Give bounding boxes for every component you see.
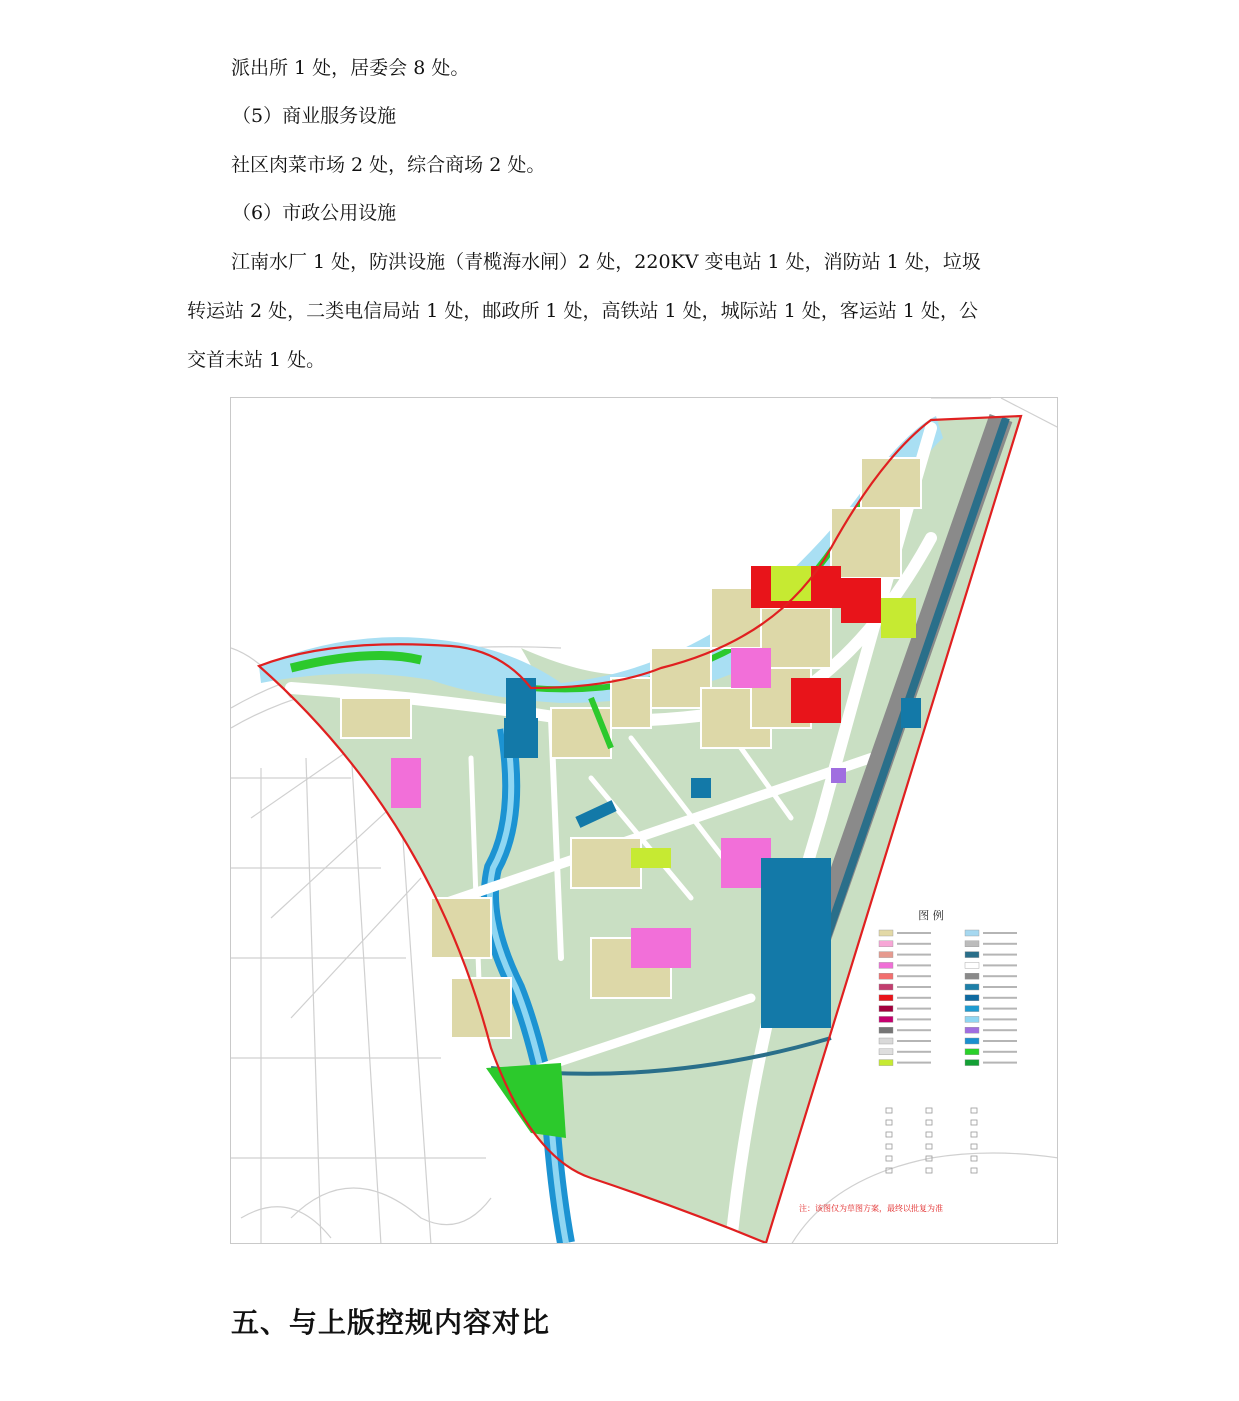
legend-swatch	[965, 984, 979, 990]
legend-swatch	[879, 941, 893, 947]
subheading-commercial-facilities: （5）商业服务设施	[232, 105, 397, 127]
paragraph-municipal-line-2: 转运站 2 处，二类电信局站 1 处，邮政所 1 处，高铁站 1 处，城际站 1 处，客运站 1 处，公	[187, 300, 979, 322]
legend-label-line	[897, 954, 931, 956]
map-svg	[231, 398, 1058, 1244]
legend-label-line	[983, 1029, 1017, 1031]
legend-swatch	[879, 952, 893, 958]
legend-label-line	[897, 1029, 931, 1031]
legend-label-line	[897, 1062, 931, 1064]
legend-swatch	[879, 1006, 893, 1012]
legend-swatch	[965, 1027, 979, 1033]
legend-swatch	[879, 1016, 893, 1022]
legend-swatch	[965, 1016, 979, 1022]
legend-label-line	[983, 954, 1017, 956]
legend-label-line	[983, 1040, 1017, 1042]
legend-label-line	[897, 975, 931, 977]
legend-swatch	[879, 984, 893, 990]
legend-swatch	[965, 941, 979, 947]
legend-label-line	[983, 975, 1017, 977]
legend-swatch	[965, 1060, 979, 1066]
legend-label-line	[897, 932, 931, 934]
legend-swatch	[965, 930, 979, 936]
legend-swatch	[879, 962, 893, 968]
section-heading: 五、与上版控规内容对比	[231, 1306, 551, 1339]
legend-swatches	[879, 930, 1017, 1066]
legend-swatch	[965, 1049, 979, 1055]
legend-swatch	[879, 1049, 893, 1055]
legend-label-line	[983, 997, 1017, 999]
legend-swatch	[879, 930, 893, 936]
paragraph-municipal-line-1: 江南水厂 1 处，防洪设施（青榄海水闸）2 处，220KV 变电站 1 处，消防站 1 处，垃圾	[231, 251, 981, 273]
land-use-plan-map	[230, 397, 1058, 1244]
legend-swatch	[965, 995, 979, 1001]
legend-label-line	[983, 986, 1017, 988]
subheading-municipal-facilities: （6）市政公用设施	[232, 202, 397, 224]
legend-label-line	[897, 986, 931, 988]
paragraph-police-committees: 派出所 1 处，居委会 8 处。	[231, 57, 470, 79]
legend-label-line	[897, 964, 931, 966]
legend-label-line	[897, 1018, 931, 1020]
legend-swatch	[879, 1060, 893, 1066]
legend-label-line	[983, 932, 1017, 934]
legend-label-line	[983, 964, 1017, 966]
paragraph-municipal-line-3: 交首末站 1 处。	[187, 349, 326, 371]
legend-label-line	[983, 943, 1017, 945]
legend-label-line	[897, 1040, 931, 1042]
legend-label-line	[897, 1051, 931, 1053]
legend-swatch	[879, 1038, 893, 1044]
legend-label-line	[983, 1008, 1017, 1010]
legend-swatch	[879, 973, 893, 979]
legend-title: 图 例	[918, 909, 944, 922]
legend-label-line	[897, 943, 931, 945]
legend-label-line	[983, 1051, 1017, 1053]
legend-swatch	[965, 1006, 979, 1012]
legend-swatch	[965, 952, 979, 958]
fire-station-land	[831, 768, 846, 783]
map-note: 注：该图仅为草图方案，最终以批复为准	[799, 1204, 943, 1213]
legend-swatch	[965, 1038, 979, 1044]
legend-symbols	[886, 1108, 977, 1173]
legend-swatch	[965, 973, 979, 979]
legend-swatch	[965, 962, 979, 968]
legend-swatch	[879, 1027, 893, 1033]
legend-swatch	[879, 995, 893, 1001]
legend-label-line	[983, 1018, 1017, 1020]
park-land	[486, 1063, 566, 1138]
legend-label-line	[897, 1008, 931, 1010]
paragraph-commercial: 社区肉菜市场 2 处，综合商场 2 处。	[231, 154, 546, 176]
legend-label-line	[983, 1062, 1017, 1064]
legend-label-line	[897, 997, 931, 999]
